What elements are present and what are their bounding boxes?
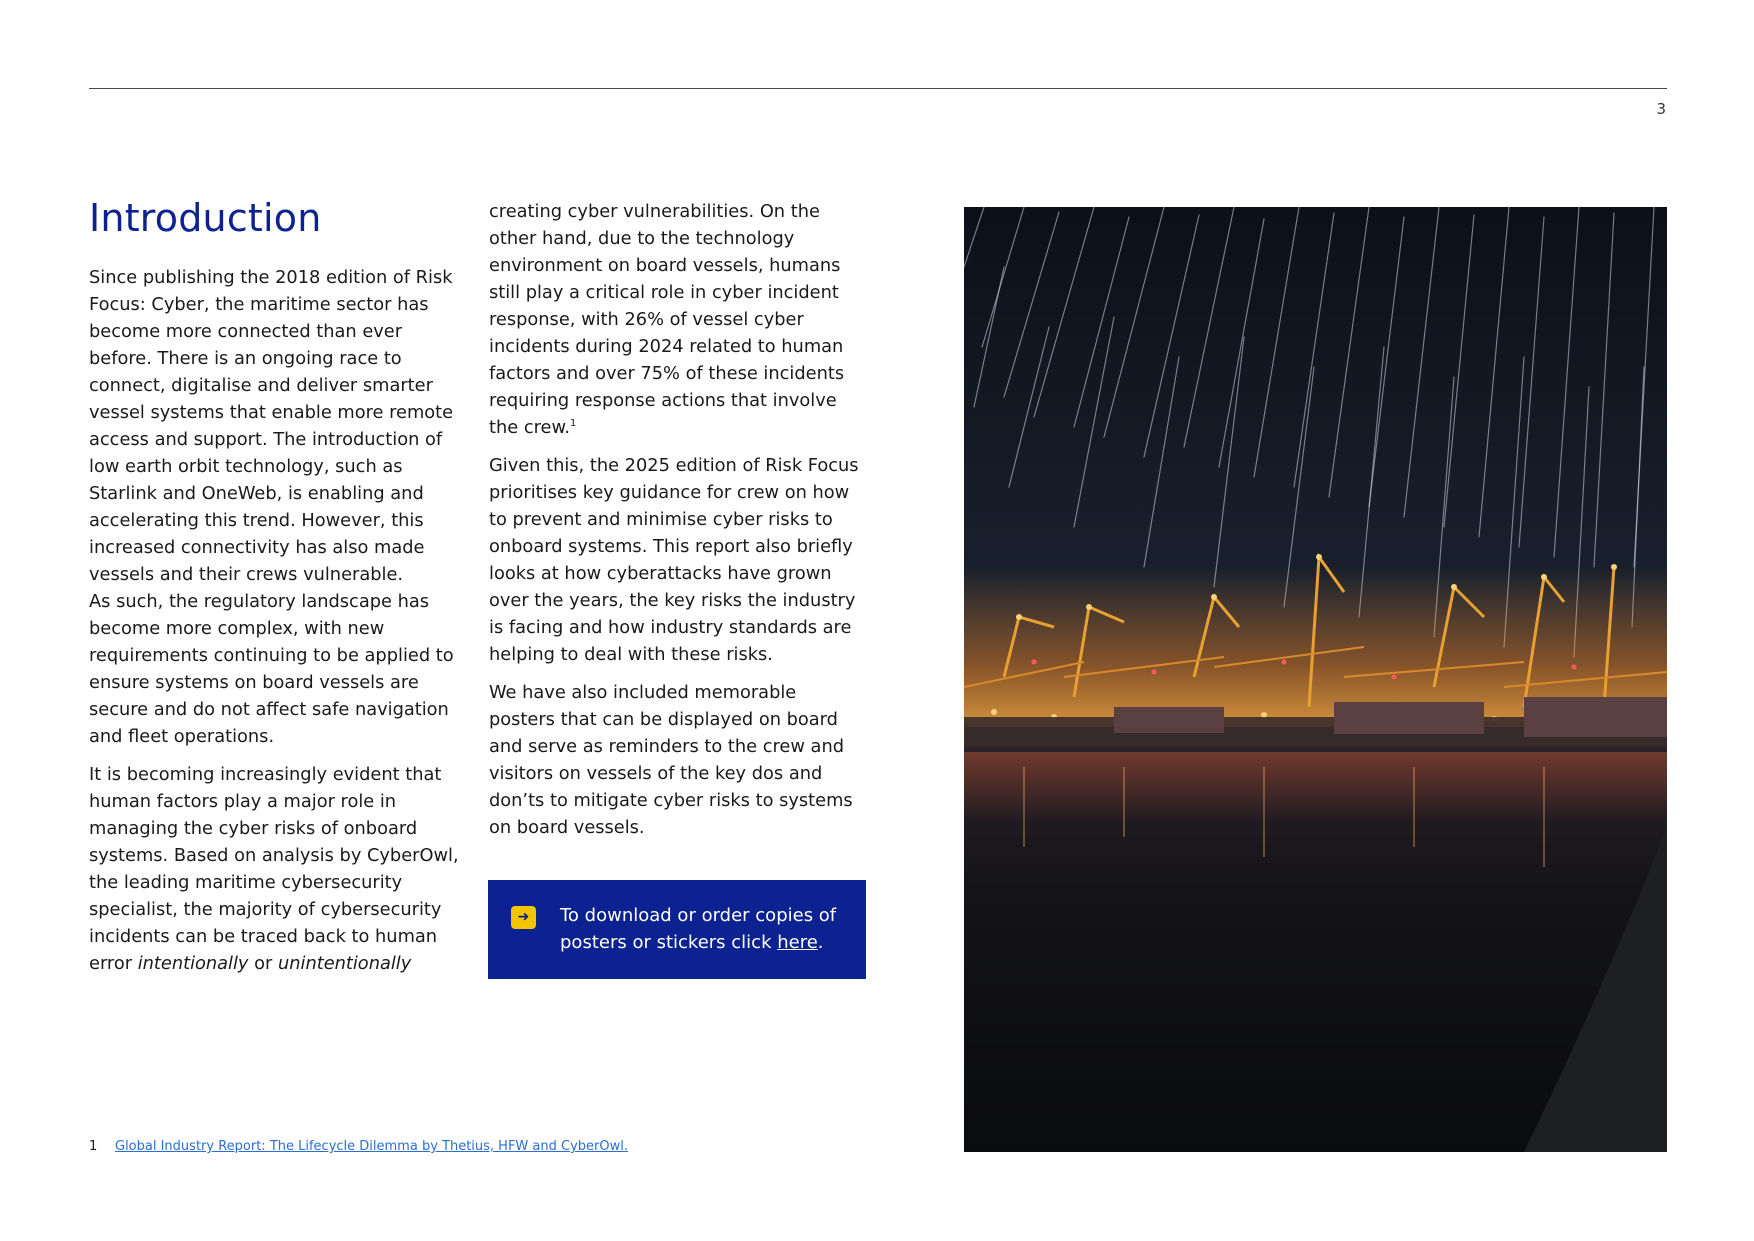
page-number: 3 bbox=[1656, 100, 1666, 118]
download-here-link[interactable]: here bbox=[777, 932, 818, 953]
intro-or-text: or bbox=[248, 953, 278, 974]
intro-paragraph-2-text: It is becoming increasingly evident that human factors play a major role in managing the cyber risks of onboard systems. Based on analysis by CyberOwl, the leading maritime cybersecurity specialist, the majority of cybersecurity incidents can be traced back to human error bbox=[89, 764, 459, 974]
top-rule bbox=[89, 88, 1667, 89]
guidance-paragraph: Given this, the 2025 edition of Risk Focus prioritises key guidance for crew on how to prevent and minimise cyber risks to onboard systems. This report also briefly looks at how cyberattacks have grown over the years, the key risks the industry is facing and how industry standards are helping to deal with these risks. bbox=[489, 455, 859, 665]
continued-paragraph bbox=[489, 198, 865, 441]
posters-paragraph: We have also included memorable posters that can be displayed on board and serve as reminders to the crew and visitors on vessels of the key dos and don’ts to mitigate cyber risks to systems on board vessels. bbox=[489, 682, 853, 838]
callout-text-before: To download or order copies of posters or stickers click bbox=[560, 905, 837, 953]
callout-text-after: . bbox=[817, 932, 824, 953]
intro-italic-intentionally: intentionally bbox=[137, 953, 249, 974]
footnote bbox=[89, 1139, 628, 1154]
continued-paragraph-text: creating cyber vulnerabilities. On the other hand, due to the technology environment on board vessels, humans still play a critical role in cyber incident response, with 26% of vessel cyber incidents during 2024 related to human factors and over 75% of these incidents requiring response actions that involve the crew. bbox=[489, 201, 845, 438]
footnote-number: 1 bbox=[89, 1139, 98, 1154]
intro-paragraph-2 bbox=[89, 761, 469, 977]
intro-italic-unintentionally: unintentionally bbox=[277, 953, 412, 974]
footnote-reference[interactable]: 1 bbox=[570, 418, 577, 430]
body-column-left bbox=[89, 264, 469, 988]
intro-paragraph-1 bbox=[89, 264, 469, 750]
body-column-right bbox=[489, 198, 865, 852]
port-night-photo bbox=[964, 207, 1667, 1152]
footnote-source-link[interactable]: Global Industry Report: The Lifecycle Dilemma by Thetius, HFW and CyberOwl. bbox=[115, 1139, 628, 1154]
port-night-illustration bbox=[964, 207, 1667, 1152]
callout-text bbox=[560, 902, 855, 956]
arrow-right-icon: ➜ bbox=[511, 906, 536, 929]
page-title: Introduction bbox=[89, 196, 322, 240]
intro-paragraph-1b-text: As such, the regulatory landscape has become more complex, with new requirements continuing to be applied to ensure systems on board vessels are secure and do not affect safe navigation and fleet operations. bbox=[89, 591, 454, 747]
intro-paragraph-1-text: Since publishing the 2018 edition of Risk Focus: Cyber, the maritime sector has become more connected than ever before. There is an ongoing race to connect, digitalise and deliver smarter vessel systems that enable more remote access and support. The introduction of low earth orbit technology, such as Starlink and OneWeb, is enabling and accelerating this trend. However, this increased connectivity has also made vessels and their crews vulnerable. bbox=[89, 267, 454, 585]
download-callout-box bbox=[488, 880, 866, 979]
